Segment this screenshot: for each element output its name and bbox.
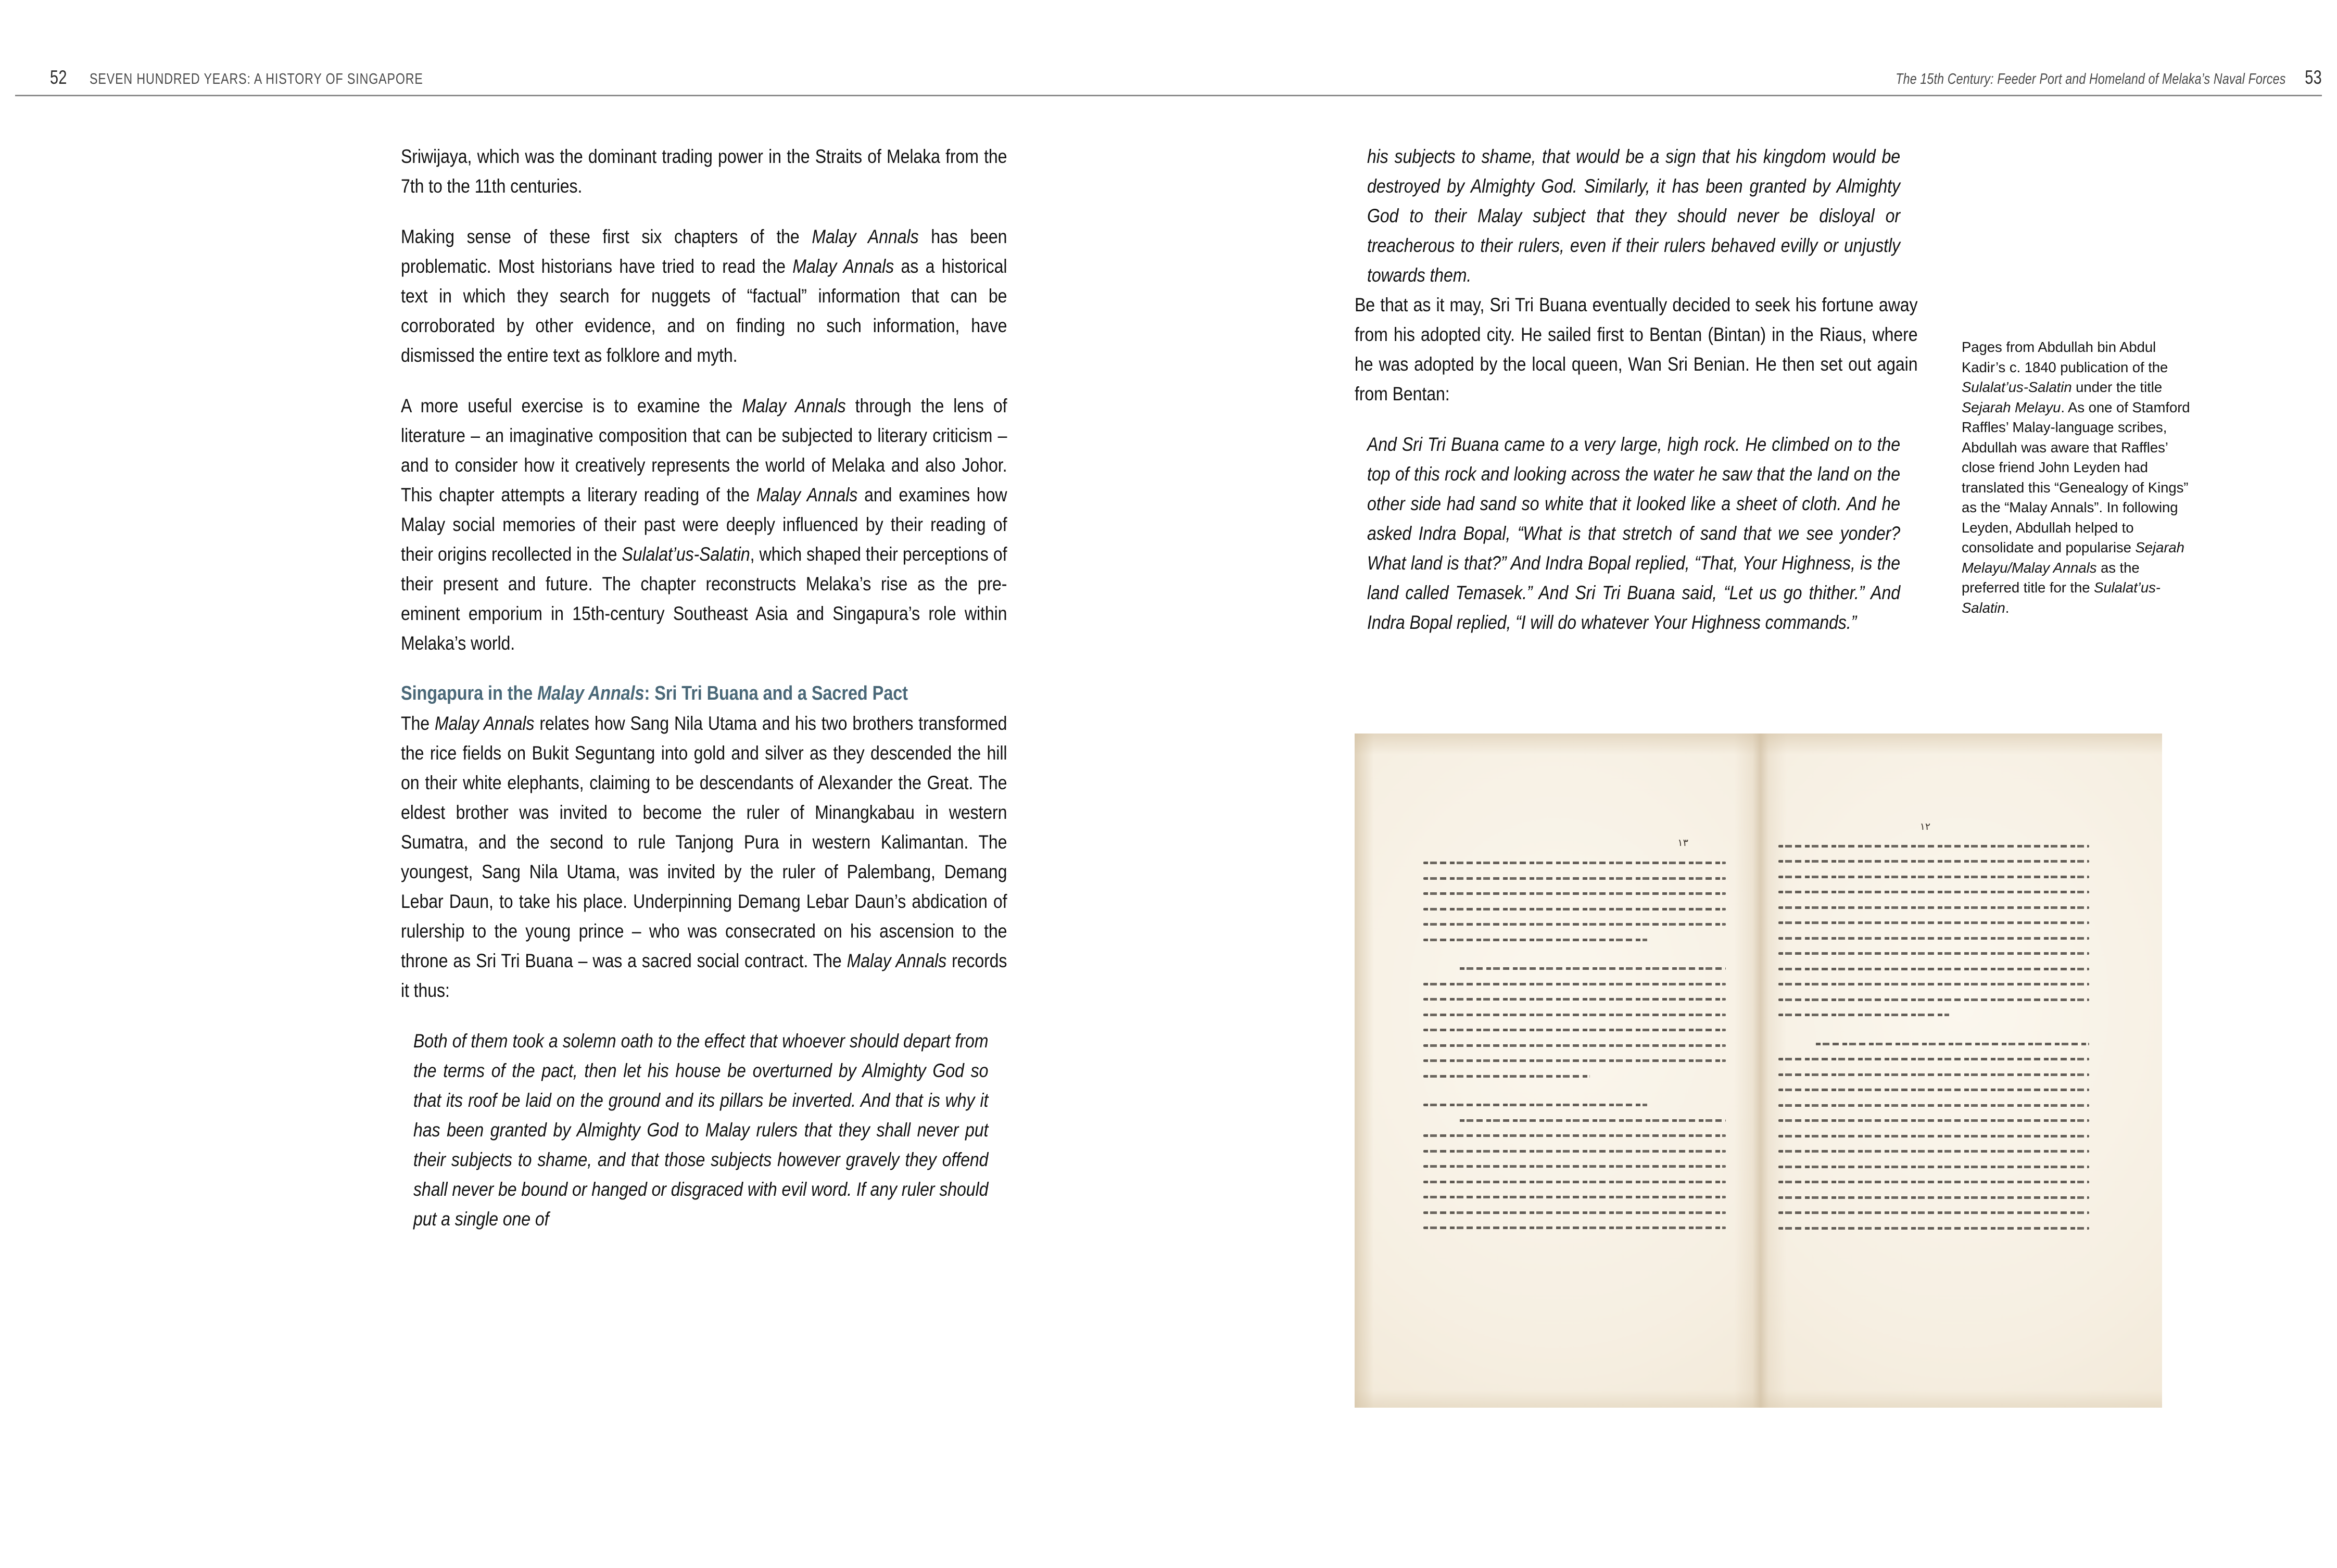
running-head-left — [50, 67, 507, 88]
manuscript-folio-left: ١٣ — [1677, 837, 1688, 849]
manuscript-text-line — [1423, 1119, 1726, 1122]
manuscript-text-line — [1778, 1211, 2089, 1214]
running-head-right — [1798, 67, 2322, 88]
manuscript-text-line — [1423, 908, 1726, 911]
manuscript-text-line — [1778, 876, 2089, 878]
manuscript-top-edge-shadow — [1355, 734, 2162, 755]
figure-caption-column — [1962, 337, 2196, 618]
manuscript-text-line — [1778, 1104, 2089, 1107]
manuscript-text-line — [1423, 1029, 1726, 1031]
manuscript-text-line — [1423, 1165, 1726, 1168]
manuscript-text-line — [1423, 1211, 1726, 1214]
paragraph-more-useful-exercise: A more useful exercise is to examine the Malay Annals through the lens of literature – an imaginative composition that can be subjected to literary criticism – and to consider how it creatively represents the world of Melaka and also Johor. This chapter attempts a literary reading of the Malay Annals and examines how Malay social memories of their past were deeply influenced by their reading of their origins recollected in the Sulalat’us-Salatin, which shaped their perceptions of their present and future. The chapter reconstructs Melaka’s rise as the pre-eminent emporium in 15th-century Southeast Asia and Singapura’s role within Melaka’s world. — [401, 395, 1007, 654]
manuscript-text-line — [1423, 877, 1726, 880]
manuscript-text-line — [1778, 1073, 2089, 1076]
manuscript-text-line — [1778, 983, 2089, 985]
blockquote-temasek: And Sri Tri Buana came to a very large, high rock. He climbed on to the top of this rock and looking across the water he saw that the land on the other side had sand so white that it looked like a sheet of cloth. And he asked Indra Bopal, “What is that stretch of sand that we see yonder? What land is that?” And Indra Bopal replied, “That, Your Highness, is the land called Temasek.” And Sri Tri Buana said, “Let us go thither.” And Indra Bopal replied, “I will do whatever Your Highness commands.” — [1367, 433, 1900, 633]
manuscript-text-line — [1778, 906, 2089, 909]
manuscript-text-line — [1778, 968, 2089, 970]
manuscript-paragraph-gap — [1423, 1090, 1726, 1104]
manuscript-text-line — [1778, 1043, 2089, 1045]
manuscript-folio-right: ١٢ — [1919, 821, 1931, 833]
manuscript-text-line — [1778, 1227, 2089, 1230]
manuscript-text-line — [1423, 1044, 1726, 1047]
manuscript-text-line — [1778, 1089, 2089, 1091]
manuscript-text-line — [1778, 1135, 2089, 1137]
chapter-title-running-head: The 15th Century: Feeder Port and Homeland of Melaka’s Naval Forces — [1895, 71, 2286, 87]
manuscript-text-line — [1778, 860, 2089, 863]
manuscript-text-line — [1423, 1181, 1726, 1183]
manuscript-text-line — [1778, 937, 2089, 940]
book-title-running-head: SEVEN HUNDRED YEARS: A HISTORY OF SINGAPORE — [89, 71, 423, 87]
manuscript-text-line — [1778, 952, 2089, 955]
paragraph-be-that-as-it-may: Be that as it may, Sri Tri Buana eventually decided to seek his fortune away from his adopted city. He sailed first to Bentan (Bintan) in the Riaus, where he was adopted by the local queen, Wan Sri Benian. He then set out again from Bentan: — [1355, 294, 1918, 404]
manuscript-text-line — [1423, 939, 1726, 941]
left-page-text-column — [401, 142, 1007, 1234]
manuscript-text-line — [1423, 967, 1726, 970]
manuscript-text-line — [1423, 1104, 1726, 1106]
manuscript-bottom-edge-shadow — [1355, 1390, 2162, 1408]
manuscript-text-line — [1423, 998, 1726, 1001]
blockquote-sacred-oath-wrapper — [401, 1026, 1007, 1234]
manuscript-photograph — [1355, 734, 2162, 1408]
manuscript-text-line — [1423, 983, 1726, 985]
manuscript-text-line — [1423, 1150, 1726, 1153]
manuscript-text-lines-left — [1423, 862, 1726, 1242]
manuscript-text-line — [1778, 1181, 2089, 1183]
manuscript-text-line — [1423, 1059, 1726, 1062]
blockquote-sacred-oath: Both of them took a solemn oath to the effect that whoever should depart from the terms of the pact, then let his house be overturned by Almighty God so that its roof be laid on the ground and its pillars be inverted. And that is why it has been granted by Almighty God to Malay rulers that they shall never put their subjects to shame, and that those subjects however gravely they offend shall never be bound or hanged or disgraced with evil word. If any ruler should put a single one of — [413, 1030, 989, 1230]
right-page-text-column — [1355, 142, 1918, 637]
manuscript-text-line — [1778, 921, 2089, 924]
manuscript-text-line — [1778, 1014, 2089, 1016]
manuscript-text-line — [1423, 892, 1726, 895]
manuscript-text-line — [1423, 1014, 1726, 1016]
header-divider-rule — [15, 95, 2322, 96]
manuscript-text-lines-right — [1778, 845, 2089, 1243]
manuscript-text-line — [1778, 1166, 2089, 1168]
manuscript-text-line — [1778, 1196, 2089, 1199]
manuscript-text-line — [1778, 1058, 2089, 1060]
manuscript-text-line — [1423, 1075, 1726, 1078]
page-number-left: 52 — [50, 67, 67, 88]
manuscript-paragraph-gap — [1778, 1029, 2089, 1043]
paragraph-sang-nila-utama: The Malay Annals relates how Sang Nila Utama and his two brothers transformed the rice fields on Bukit Seguntang into gold and silver as they descended the hill on their white elephants, claiming to be descendants of Alexander the Great. The eldest brother was invited to become the ruler of Minangkabau in western Sumatra, and the second to rule Tanjong Pura in western Kalimantan. The youngest, Sang Nila Utama, was invited by the ruler of Palembang, Demang Lebar Daun, to take his place. Underpinning Demang Lebar Daun’s abdication of rulership to the young prince – who was consecrated on his ascension to the throne as Sri Tri Buana – was a sacred social contract. The Malay Annals records it thus: — [401, 712, 1007, 1001]
blockquote-sacred-oath-continued-wrapper — [1355, 142, 1918, 290]
manuscript-text-line — [1778, 998, 2089, 1001]
paragraph-sriwijaya: Sriwijaya, which was the dominant trading power in the Straits of Melaka from the 7th to the 11th centuries. — [401, 145, 1007, 197]
blockquote-temasek-wrapper — [1355, 429, 1918, 637]
manuscript-text-line — [1423, 862, 1726, 864]
manuscript-text-line — [1778, 845, 2089, 848]
manuscript-text-line — [1423, 923, 1726, 926]
manuscript-text-line — [1423, 1196, 1726, 1198]
paragraph-making-sense: Making sense of these first six chapters of the Malay Annals has been problematic. Most historians have tried to read the Malay Annals as a historical text in which they search for nuggets of “factual” information that can be corroborated by other evidence, and on finding no such information, have dismissed the entire text as folklore and myth. — [401, 225, 1007, 366]
manuscript-paragraph-gap — [1423, 954, 1726, 967]
figure-caption: Pages from Abdullah bin Abdul Kadir’s c. 1840 publication of the Sulalat’us-Salatin under the title Sejarah Melayu. As one of Stamford Raffles’ Malay-language scribes, Abdullah was aware that Raffles’ close friend John Leyden had translated this “Genealogy of Kings” as the “Malay Annals”. In following Leyden, Abdullah helped to consolidate and popularise Sejarah Melayu/Malay Annals as the preferred title for the Sulalat’us-Salatin. — [1962, 339, 2190, 616]
manuscript-text-line — [1423, 1226, 1726, 1229]
running-head — [0, 0, 2337, 97]
blockquote-sacred-oath-continued: his subjects to shame, that would be a sign that his kingdom would be destroyed by Almighty God. Similarly, it has been granted by Almighty God to their Malay subject that they should never be disloyal or treacherous to their rulers, even if their rulers behaved evilly or unjustly towards them. — [1367, 145, 1900, 286]
page-number-right: 53 — [2305, 67, 2322, 88]
manuscript-text-line — [1778, 1119, 2089, 1122]
section-heading-singapura-malay-annals: Singapura in the Malay Annals: Sri Tri Buana and a Sacred Pact — [401, 682, 908, 704]
manuscript-text-line — [1778, 891, 2089, 893]
manuscript-text-line — [1423, 1134, 1726, 1137]
manuscript-left-edge-shadow — [1355, 734, 1374, 1408]
manuscript-text-line — [1778, 1150, 2089, 1153]
